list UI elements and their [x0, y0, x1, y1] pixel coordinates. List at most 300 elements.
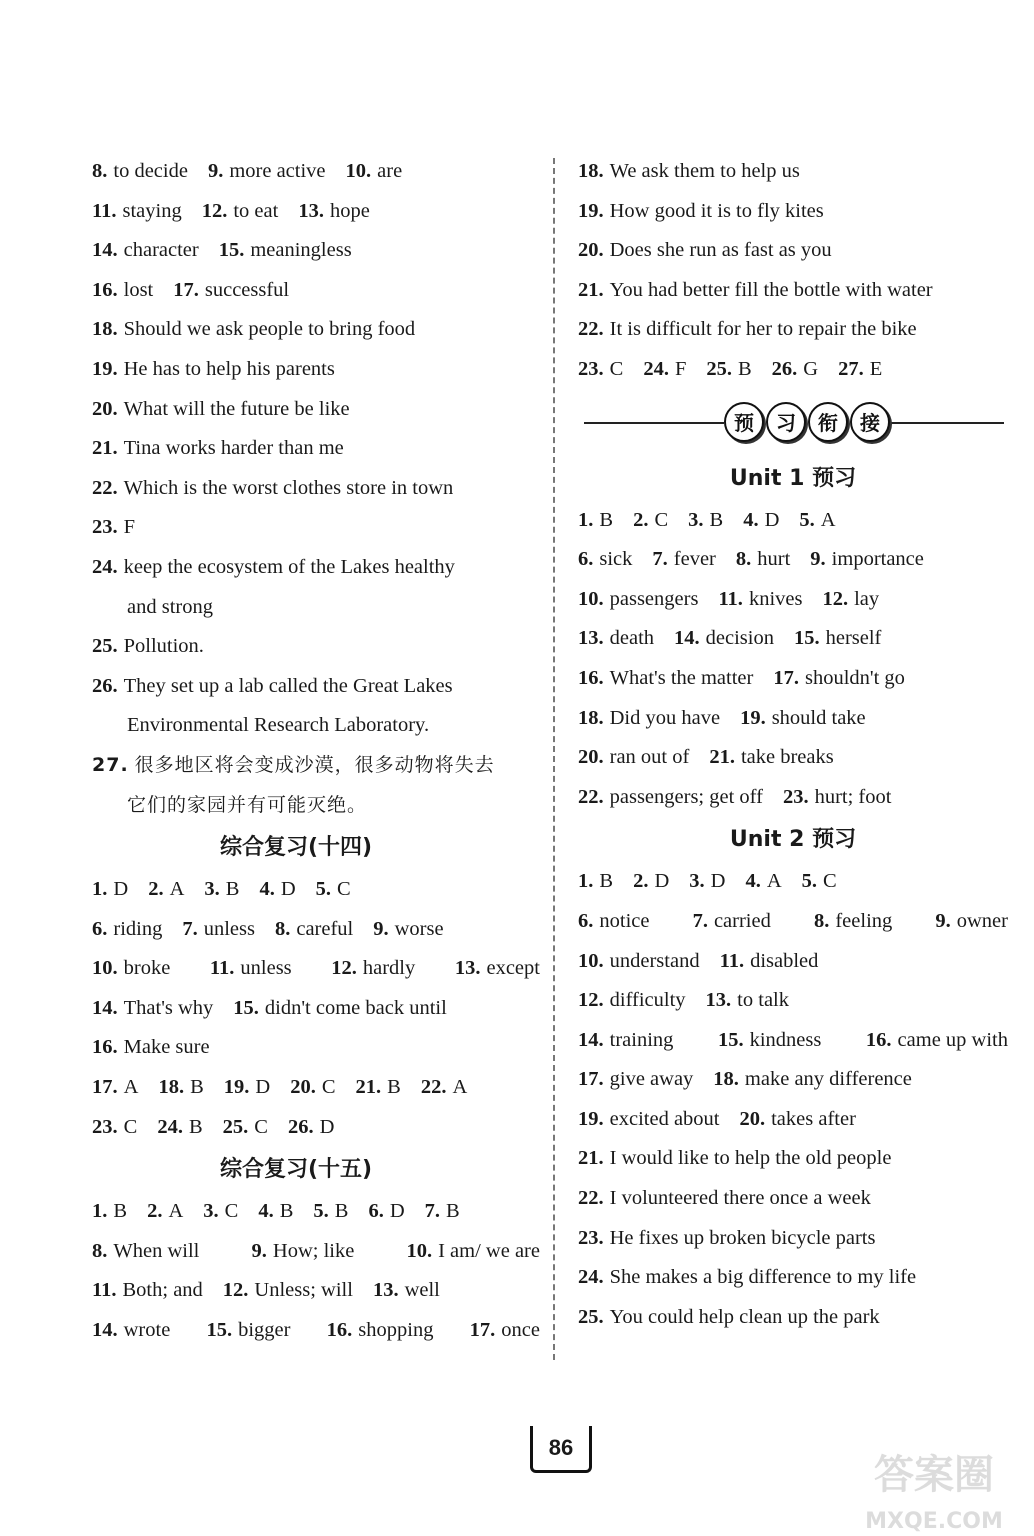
question-number: 23. — [578, 357, 604, 380]
answer-text: Should we ask people to bring food — [123, 318, 416, 341]
answer-item — [92, 1232, 199, 1272]
question-number: 9. — [207, 160, 224, 182]
answer-item — [92, 152, 188, 192]
answer-text: E — [869, 357, 883, 380]
question-number: 4. — [745, 870, 761, 893]
answer-item — [92, 870, 128, 910]
answer-item — [373, 1271, 440, 1311]
answer-item — [578, 981, 686, 1021]
question-number: 19. — [223, 1076, 250, 1099]
answer-text: feeling — [835, 909, 893, 932]
question-number: 16. — [92, 278, 118, 301]
answer-item — [224, 1068, 270, 1108]
answer-text: excited about — [609, 1107, 720, 1130]
answer-line — [578, 942, 1008, 982]
answer-item — [373, 910, 443, 950]
right-column — [578, 152, 1008, 1337]
answer-line — [578, 862, 1008, 902]
answer-item — [720, 942, 819, 982]
question-number: 24. — [643, 357, 669, 380]
answer-item — [316, 870, 351, 910]
answer-line — [578, 619, 1008, 659]
answer-line — [578, 1021, 1008, 1061]
answer-item — [92, 1028, 210, 1068]
answer-line — [578, 1298, 1008, 1338]
question-number: 9. — [373, 917, 389, 940]
answer-text: F — [674, 357, 687, 380]
question-number: 24. — [92, 555, 118, 578]
answer-item — [578, 152, 800, 192]
answer-item — [92, 627, 204, 667]
banner-rule-right — [880, 422, 1004, 424]
question-number: 9. — [935, 909, 951, 932]
question-number: 2. — [148, 878, 164, 901]
answer-item — [578, 862, 613, 902]
answer-text: They set up a lab called the Great Lakes — [123, 674, 453, 697]
answer-text: once — [501, 1319, 540, 1342]
answer-text: more active — [229, 160, 326, 182]
answer-item — [578, 271, 933, 311]
answer-item — [406, 1232, 540, 1272]
answer-text: Which is the worst clothes store in town — [123, 476, 454, 499]
question-number: 5. — [315, 878, 331, 901]
answer-text: understand — [609, 949, 700, 972]
question-number: 15. — [218, 239, 245, 262]
answer-text: staying — [122, 199, 182, 222]
answer-item — [331, 949, 415, 989]
answer-text: B — [446, 1200, 460, 1223]
question-number: 13. — [705, 989, 732, 1012]
answer-line — [92, 469, 540, 509]
question-number: 1. — [92, 878, 108, 901]
answer-item — [92, 746, 495, 786]
answer-item — [275, 910, 353, 950]
answer-text: kindness — [749, 1028, 822, 1051]
question-number: 4. — [258, 1200, 274, 1223]
answer-line — [578, 902, 1008, 942]
question-number: 12. — [222, 1279, 249, 1302]
question-number: 5. — [799, 508, 815, 531]
answer-text: D — [654, 870, 670, 893]
answer-item — [356, 1068, 401, 1108]
answer-line — [92, 627, 540, 667]
question-number: 19. — [578, 1107, 604, 1130]
answer-item — [290, 1068, 335, 1108]
question-number: 8. — [813, 909, 830, 932]
answer-item — [689, 862, 725, 902]
answer-text: She makes a big difference to my life — [609, 1266, 917, 1289]
watermark-top-text: 答案圈 — [874, 1452, 994, 1498]
answer-text: are — [377, 160, 403, 182]
question-number: 13. — [578, 627, 604, 650]
answer-line — [578, 1139, 1008, 1179]
question-number: 15. — [793, 627, 820, 650]
answer-text: unless — [240, 957, 292, 980]
answer-item — [157, 1108, 202, 1148]
answer-item — [210, 949, 292, 989]
answer-text: sick — [599, 548, 633, 571]
question-number: 27. — [838, 357, 864, 380]
banner-char-badge: 接 — [850, 402, 890, 442]
question-number: 14. — [578, 1028, 604, 1051]
answer-item — [223, 1271, 353, 1311]
question-number: 26. — [92, 674, 118, 697]
question-number: 19. — [92, 357, 118, 380]
answer-item — [288, 1108, 334, 1148]
answer-item — [208, 152, 326, 192]
answer-item — [578, 1060, 693, 1100]
question-number: 22. — [420, 1076, 447, 1099]
answer-item — [838, 350, 882, 390]
question-number: 7. — [182, 917, 198, 940]
question-number: 22. — [92, 476, 118, 499]
answer-item — [258, 1192, 293, 1232]
banner-char-badge: 习 — [766, 402, 806, 442]
answer-text: lay — [854, 587, 880, 610]
answer-item — [92, 429, 344, 469]
answer-item — [578, 1298, 880, 1338]
answer-text: didn't come back until — [264, 996, 447, 1019]
answer-text: C — [609, 357, 624, 380]
answer-item — [233, 989, 447, 1029]
question-number: 15. — [206, 1319, 233, 1342]
answer-line — [92, 667, 540, 707]
answer-line — [92, 271, 540, 311]
question-number: 19. — [740, 706, 766, 729]
answer-line — [92, 548, 540, 588]
answer-text: hurt; foot — [814, 785, 892, 808]
question-number: 11. — [92, 1279, 117, 1302]
answer-item — [745, 862, 781, 902]
answer-line — [578, 1258, 1008, 1298]
answer-line — [92, 1192, 540, 1232]
answer-item — [578, 350, 623, 390]
answer-text: hardly — [362, 957, 416, 980]
answer-item — [772, 350, 818, 390]
question-number: 25. — [578, 1305, 604, 1328]
answer-line — [92, 1232, 540, 1272]
question-number: 10. — [578, 949, 604, 972]
question-number: 5. — [801, 870, 817, 893]
question-number: 21. — [92, 437, 118, 460]
question-number: 22. — [578, 1187, 604, 1210]
answer-item — [578, 778, 763, 818]
question-number: 17. — [469, 1319, 496, 1342]
answer-item — [578, 231, 832, 271]
answer-text: B — [387, 1076, 401, 1099]
question-number: 9. — [251, 1239, 267, 1262]
answer-text: difficulty — [609, 989, 686, 1012]
answer-text: D — [113, 878, 129, 901]
question-number: 3. — [204, 878, 220, 901]
question-number: 8. — [735, 548, 752, 571]
answer-text: worse — [394, 917, 444, 940]
answer-continuation: 它们的家园并有可能灭绝。 — [127, 793, 368, 816]
question-number: 11. — [719, 949, 745, 972]
section-title: Unit 2 预习 — [729, 827, 857, 853]
answer-item — [92, 1068, 138, 1108]
answer-text: disabled — [750, 949, 819, 972]
question-number: 7. — [692, 909, 708, 932]
question-number: 18. — [578, 706, 604, 729]
answer-line — [92, 870, 540, 910]
answer-text: fever — [673, 548, 716, 571]
question-number: 1. — [578, 870, 594, 893]
question-number: 23. — [92, 1115, 118, 1138]
answer-text: keep the ecosystem of the Lakes healthy — [123, 555, 455, 578]
question-number: 22. — [578, 785, 604, 808]
answer-item — [368, 1192, 404, 1232]
question-number: 20. — [578, 746, 604, 769]
question-number: 3. — [688, 508, 704, 531]
answer-text: A — [452, 1076, 468, 1099]
answer-item — [814, 902, 892, 942]
question-number: 14. — [92, 1319, 118, 1342]
question-number: 12. — [578, 989, 604, 1012]
answer-text: should take — [771, 706, 866, 729]
question-number: 23. — [782, 785, 809, 808]
question-number: 10. — [92, 957, 118, 980]
question-number: 11. — [718, 587, 743, 610]
answer-text: C — [654, 508, 669, 531]
answer-text: A — [169, 878, 185, 901]
answer-text: D — [255, 1076, 271, 1099]
answer-text: A — [123, 1076, 139, 1099]
answer-text: well — [404, 1279, 440, 1302]
section-title: Unit 1 预习 — [729, 465, 857, 491]
question-number: 16. — [326, 1319, 353, 1342]
answer-item — [204, 870, 239, 910]
answer-line — [578, 699, 1008, 739]
answer-line — [578, 192, 1008, 232]
answer-text: I am/ we are — [438, 1239, 540, 1262]
answer-item — [706, 350, 751, 390]
question-number: 17. — [578, 1068, 604, 1091]
answer-item — [92, 508, 135, 548]
question-number: 12. — [201, 199, 228, 222]
answer-text: What will the future be like — [123, 397, 350, 420]
answer-text: meaningless — [250, 239, 352, 262]
answer-text: I volunteered there once a week — [609, 1187, 871, 1210]
answer-item — [578, 1100, 719, 1140]
answer-line — [578, 738, 1008, 778]
answer-line — [92, 508, 540, 548]
banner-char-badge: 预 — [724, 402, 764, 442]
question-number: 17. — [173, 278, 199, 301]
answer-line — [92, 746, 540, 786]
answer-item — [92, 949, 170, 989]
question-number: 7. — [424, 1200, 440, 1223]
question-number: 22. — [578, 318, 604, 341]
question-number: 20. — [739, 1107, 766, 1130]
question-number: 19. — [578, 199, 604, 222]
answer-line — [578, 778, 1008, 818]
answer-item — [421, 1068, 467, 1108]
answer-text: He has to help his parents — [123, 357, 335, 380]
answer-text: shopping — [358, 1319, 434, 1342]
answer-text: When will — [113, 1239, 200, 1262]
question-number: 7. — [652, 548, 668, 571]
answer-item — [578, 1219, 875, 1259]
question-number: 5. — [313, 1200, 329, 1223]
answer-text: came up with — [897, 1028, 1008, 1051]
answer-item — [259, 870, 295, 910]
answer-item — [578, 192, 824, 232]
answer-item — [92, 390, 350, 430]
answer-item — [219, 231, 352, 271]
answer-item — [252, 1232, 355, 1272]
answer-item — [713, 1060, 912, 1100]
answer-item — [92, 192, 182, 232]
answer-item — [313, 1192, 348, 1232]
question-number: 20. — [92, 397, 118, 420]
question-number: 6. — [92, 917, 108, 940]
question-number: 18. — [713, 1068, 739, 1091]
answer-text: to talk — [737, 989, 789, 1012]
question-number: 23. — [92, 516, 118, 539]
answer-item — [866, 1021, 1008, 1061]
answer-line — [92, 310, 540, 350]
question-number: 11. — [92, 199, 117, 222]
answer-line — [578, 580, 1008, 620]
answer-line — [578, 271, 1008, 311]
answer-item — [773, 659, 905, 699]
answer-line — [578, 231, 1008, 271]
answer-text: C — [321, 1076, 336, 1099]
answer-text: herself — [825, 627, 882, 650]
answer-text: G — [803, 357, 819, 380]
answer-item — [92, 350, 335, 390]
question-number: 10. — [406, 1239, 433, 1262]
answer-item — [736, 540, 790, 580]
question-number: 14. — [674, 627, 700, 650]
question-number: 21. — [355, 1076, 382, 1099]
question-number: 6. — [578, 548, 594, 571]
section-title: 综合复习(十四) — [219, 835, 373, 861]
answer-item — [643, 350, 686, 390]
question-number: 10. — [578, 587, 604, 610]
answer-text: death — [609, 627, 655, 650]
question-number: 11. — [209, 957, 235, 980]
answer-item — [578, 738, 689, 778]
answer-line — [578, 501, 1008, 541]
answer-text: Tina works harder than me — [123, 437, 344, 460]
answer-item — [148, 870, 184, 910]
question-number: 1. — [578, 508, 594, 531]
answer-line — [92, 1028, 540, 1068]
answer-text: D — [710, 870, 726, 893]
answer-text: decision — [705, 627, 774, 650]
answer-text: careful — [296, 917, 354, 940]
question-number: 4. — [743, 508, 759, 531]
question-number: 26. — [287, 1115, 314, 1138]
answer-item — [799, 501, 835, 541]
answer-line — [92, 1108, 540, 1148]
answer-text: 很多地区将会变成沙漠，很多动物将失去 — [134, 753, 495, 776]
answer-text: Pollution. — [123, 635, 204, 658]
answer-text: except — [486, 957, 540, 980]
answer-text: lost — [123, 278, 154, 301]
question-number: 21. — [578, 278, 604, 301]
answer-text: D — [764, 508, 780, 531]
answer-line — [92, 231, 540, 271]
question-number: 24. — [157, 1115, 183, 1138]
question-number: 14. — [92, 239, 118, 262]
answer-text: B — [334, 1200, 349, 1223]
answer-line — [92, 350, 540, 390]
answer-text: hope — [329, 199, 370, 222]
answer-item — [455, 949, 540, 989]
answer-text: Did you have — [609, 706, 721, 729]
question-number: 6. — [368, 1200, 384, 1223]
answer-item — [92, 271, 153, 311]
answer-line — [92, 192, 540, 232]
answer-item — [578, 659, 753, 699]
question-number: 15. — [233, 996, 259, 1019]
question-number: 8. — [274, 917, 291, 940]
answer-text: shouldn't go — [804, 666, 905, 689]
answer-text: character — [123, 239, 199, 262]
answer-text: owner — [956, 909, 1008, 932]
answer-continuation: and strong — [127, 595, 213, 618]
answer-line — [92, 152, 540, 192]
banner-rule-left — [584, 422, 724, 424]
question-number: 15. — [717, 1028, 744, 1051]
answer-item — [578, 619, 654, 659]
answer-text: How; like — [272, 1239, 355, 1262]
question-number: 18. — [158, 1076, 185, 1099]
answer-item — [783, 778, 892, 818]
answer-text: wrote — [123, 1319, 171, 1342]
question-number: 25. — [222, 1115, 249, 1138]
answer-text: Make sure — [123, 1036, 210, 1059]
question-number: 21. — [578, 1147, 604, 1170]
answer-text: B — [279, 1200, 294, 1223]
answer-text: B — [737, 357, 752, 380]
banner-char-badge: 衔 — [808, 402, 848, 442]
answer-text: Does she run as fast as you — [609, 239, 832, 262]
answer-text: bigger — [238, 1319, 291, 1342]
answer-item — [346, 152, 403, 192]
answer-item — [578, 902, 649, 942]
answer-item — [92, 310, 415, 350]
answer-item — [718, 580, 802, 620]
answer-text: B — [599, 508, 614, 531]
answer-item — [822, 580, 879, 620]
answer-text: D — [389, 1200, 405, 1223]
answer-continuation: Environmental Research Laboratory. — [127, 714, 430, 737]
question-number: 18. — [92, 318, 118, 341]
answer-item — [578, 1139, 891, 1179]
answer-text: carried — [713, 909, 771, 932]
answer-item — [935, 902, 1008, 942]
watermark-logo — [838, 1440, 1030, 1536]
answer-item — [578, 501, 613, 541]
answer-item — [709, 738, 833, 778]
answer-text: That's why — [123, 996, 214, 1019]
answer-text: Both; and — [122, 1279, 203, 1302]
question-number: 2. — [633, 870, 649, 893]
question-number: 3. — [203, 1200, 219, 1223]
answer-item — [578, 540, 632, 580]
question-number: 27. — [92, 753, 129, 776]
question-number: 12. — [822, 587, 849, 610]
answer-line — [578, 1179, 1008, 1219]
answer-text: A — [168, 1200, 184, 1223]
answer-item — [92, 1108, 137, 1148]
left-column — [92, 152, 540, 1351]
answer-text: D — [280, 878, 296, 901]
